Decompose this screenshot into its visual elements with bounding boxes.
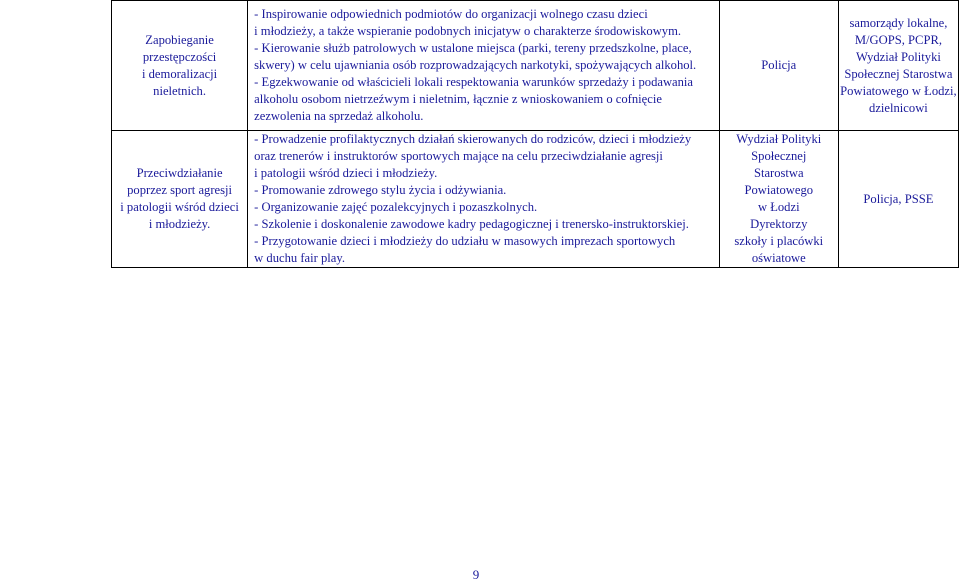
goal-line: poprzez sport agresji [127,183,233,197]
partner-line: dzielnicowi [869,100,928,115]
partner-line: Społecznej Starostwa [844,66,953,81]
action-line: oraz trenerów i instruktorów sportowych mające na celu przeciwdziałanie agresji [254,149,663,163]
goal-line: Zapobieganie [145,32,214,47]
goal-line: i patologii wśród dzieci [120,200,239,214]
responsible-line: Dyrektorzy [750,217,808,231]
responsible-line: Wydział Polityki [736,132,822,146]
action-line: - Prowadzenie profilaktycznych działań skierowanych do rodziców, dzieci i młodzieży [254,132,692,146]
actions-cell [248,1,720,131]
partner-line: samorządy lokalne, [849,15,948,30]
table-row [112,1,959,131]
goal-cell [112,131,248,268]
action-line: - Inspirowanie odpowiednich podmiotów do organizacji wolnego czasu dzieci [254,7,648,21]
action-line: - Egzekwowanie od właścicieli lokali respektowania warunków sprzedaży i podawania [254,75,694,89]
goal-line: nieletnich. [153,83,206,98]
responsible-line: Społecznej [751,149,807,163]
goal-line: Przeciwdziałanie [136,166,223,180]
action-line: w duchu fair play. [254,251,345,265]
partner-line: Policja, PSSE [863,191,934,206]
page-number: 9 [472,567,480,582]
action-line: - Kierowanie służb patrolowych w ustalone miejsca (parki, tereny przedszkolne, place, [254,41,692,55]
responsible-line: Powiatowego [744,183,814,197]
partner-line: Wydział Polityki [855,49,941,64]
action-line: alkoholu osobom nietrzeźwym i nieletnim, łącznie z wnioskowaniem o cofnięcie [254,92,662,106]
partners-cell [838,1,958,131]
goal-line: i demoralizacji [141,66,218,81]
partner-line: Powiatowego w Łodzi, [840,83,957,98]
program-table [111,0,959,268]
responsible-cell [719,131,838,268]
goal-line: i młodzieży. [148,217,211,231]
goal-cell [112,1,248,131]
responsible-line: Policja [761,58,797,72]
goal-line: przestępczości [142,49,217,64]
action-line: - Organizowanie zajęć pozalekcyjnych i pozaszkolnych. [254,200,538,214]
table-row [112,131,959,268]
partners-cell [838,131,958,268]
actions-cell [248,131,720,268]
action-line: - Promowanie zdrowego stylu życia i odżywiania. [254,183,507,197]
action-line: - Szkolenie i doskonalenie zawodowe kadry pedagogicznej i trenersko-instruktorskiej. [254,217,689,231]
action-line: - Przygotowanie dzieci i młodzieży do udziału w masowych imprezach sportowych [254,234,676,248]
partner-line: M/GOPS, PCPR, [854,32,942,47]
action-line: i patologii wśród dzieci i młodzieży. [254,166,438,180]
action-line: skwery) w celu ujawniania osób rozprowadzających narkotyki, spożywających alkohol. [254,58,697,72]
responsible-line: Starostwa [753,166,804,180]
responsible-cell [719,1,838,131]
action-line: i młodzieży, a także wspieranie podobnych inicjatyw o charakterze środowiskowym. [254,24,682,38]
action-line: zezwolenia na sprzedaż alkoholu. [254,109,424,123]
responsible-line: w Łodzi [757,200,800,214]
responsible-line: oświatowe [751,251,806,265]
responsible-line: szkoły i placówki [734,234,824,248]
